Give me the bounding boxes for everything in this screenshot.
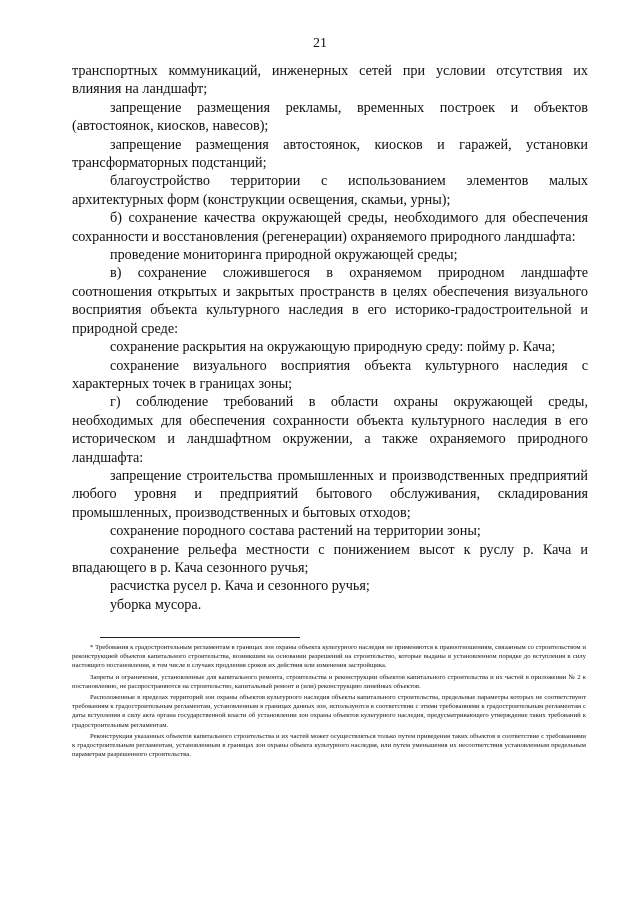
footnote-separator xyxy=(100,637,300,638)
paragraph: сохранение породного состава растений на территории зоны; xyxy=(110,523,481,540)
paragraph: сохранение раскрытия на окружающую природную среду: пойму р. Кача; xyxy=(110,339,556,356)
body-text xyxy=(72,62,588,614)
footnotes xyxy=(72,643,586,761)
footnote: Расположенные в пределах территорий зон охраны объектов культурного наследия объекты капитального строительства, предельные параметры которых не соответствуют требованиям к градостроительным регламентам, установленным в границах данных зон, используются в соответствии с этими требованиями к градостроительным регламентам с даты вступления в силу акта органа государственной власти об установлении зон охраны объектов культурного наследия, предусматривающего утверждение таких требований к градостроительным регламентам. xyxy=(72,694,586,729)
paragraph: запрещение размещения автостоянок, киосков и гаражей, установки трансформаторных подстанций; xyxy=(72,136,588,172)
paragraph: запрещение размещения рекламы, временных построек и объектов (автостоянок, киосков, навесов); xyxy=(72,99,588,135)
paragraph: сохранение визуального восприятия объекта культурного наследия с характерных точек в границах зоны; xyxy=(72,357,588,392)
paragraph: запрещение строительства промышленных и производственных предприятий любого уровня и предприятий бытового обслуживания, складирования промышленных, производственных и бытовых отходов; xyxy=(72,467,588,521)
page-number: 21 xyxy=(313,36,327,51)
paragraph: уборка мусора. xyxy=(110,596,202,613)
footnote: Запреты и ограничения, установленные для капитального ремонта, строительства и реконструкции объектов капитального строительства и их частей в приложении № 2 к постановлению, не распространяются на строительство, капитальный ремонт и (или) реконструкцию линейных объектов. xyxy=(72,673,586,690)
paragraph: транспортных коммуникаций, инженерных сетей при условии отсутствия их влияния на ландшафт; xyxy=(72,63,588,98)
paragraph: благоустройство территории с использованием элементов малых архитектурных форм (конструкции освещения, скамьи, урны); xyxy=(72,173,588,208)
paragraph: б) сохранение качества окружающей среды, необходимого для обеспечения сохранности и восстановления (регенерации) охраняемого природного ландшафта: xyxy=(72,210,588,245)
paragraph: расчистка русел р. Кача и сезонного ручья; xyxy=(110,578,370,595)
paragraph: г) соблюдение требований в области охраны окружающей среды, необходимых для обеспечения сохранности объекта культурного наследия в его историческом и ландшафтном окружении, а также охраняемого природного ландшафта: xyxy=(72,394,588,466)
footnote: * Требования к градостроительным регламентам в границах зон охраны объекта культурного наследия не применяются к правоотношениям, связанным со строительством и реконструкцией объектов капитального строительства, возникшим на основании разрешений на строительство, которые выданы в установленном порядке до вступления в силу настоящего постановления, в том числе в случаях продления сроков их действия или изменения застройщика. xyxy=(72,644,586,670)
footnote: Реконструкция указанных объектов капитального строительства и их частей может осуществляться только путем приведения таких объектов в соответствие с требованиями к градостроительным регламентам, установленным в границах зон охраны объекта культурного наследия, или путем уменьшения их несоответствия установленным предельным параметрам разрешенного строительства. xyxy=(72,732,586,759)
paragraph: сохранение рельефа местности с понижением высот к руслу р. Кача и впадающего в р. Кача сезонного ручья; xyxy=(72,541,588,576)
paragraph: в) сохранение сложившегося в охраняемом природном ландшафте соотношения открытых и закрытых пространств в целях обеспечения визуального восприятия объекта культурного наследия в его историко-градостроительной и природной среде: xyxy=(72,265,588,337)
paragraph: проведение мониторинга природной окружающей среды; xyxy=(110,247,458,264)
